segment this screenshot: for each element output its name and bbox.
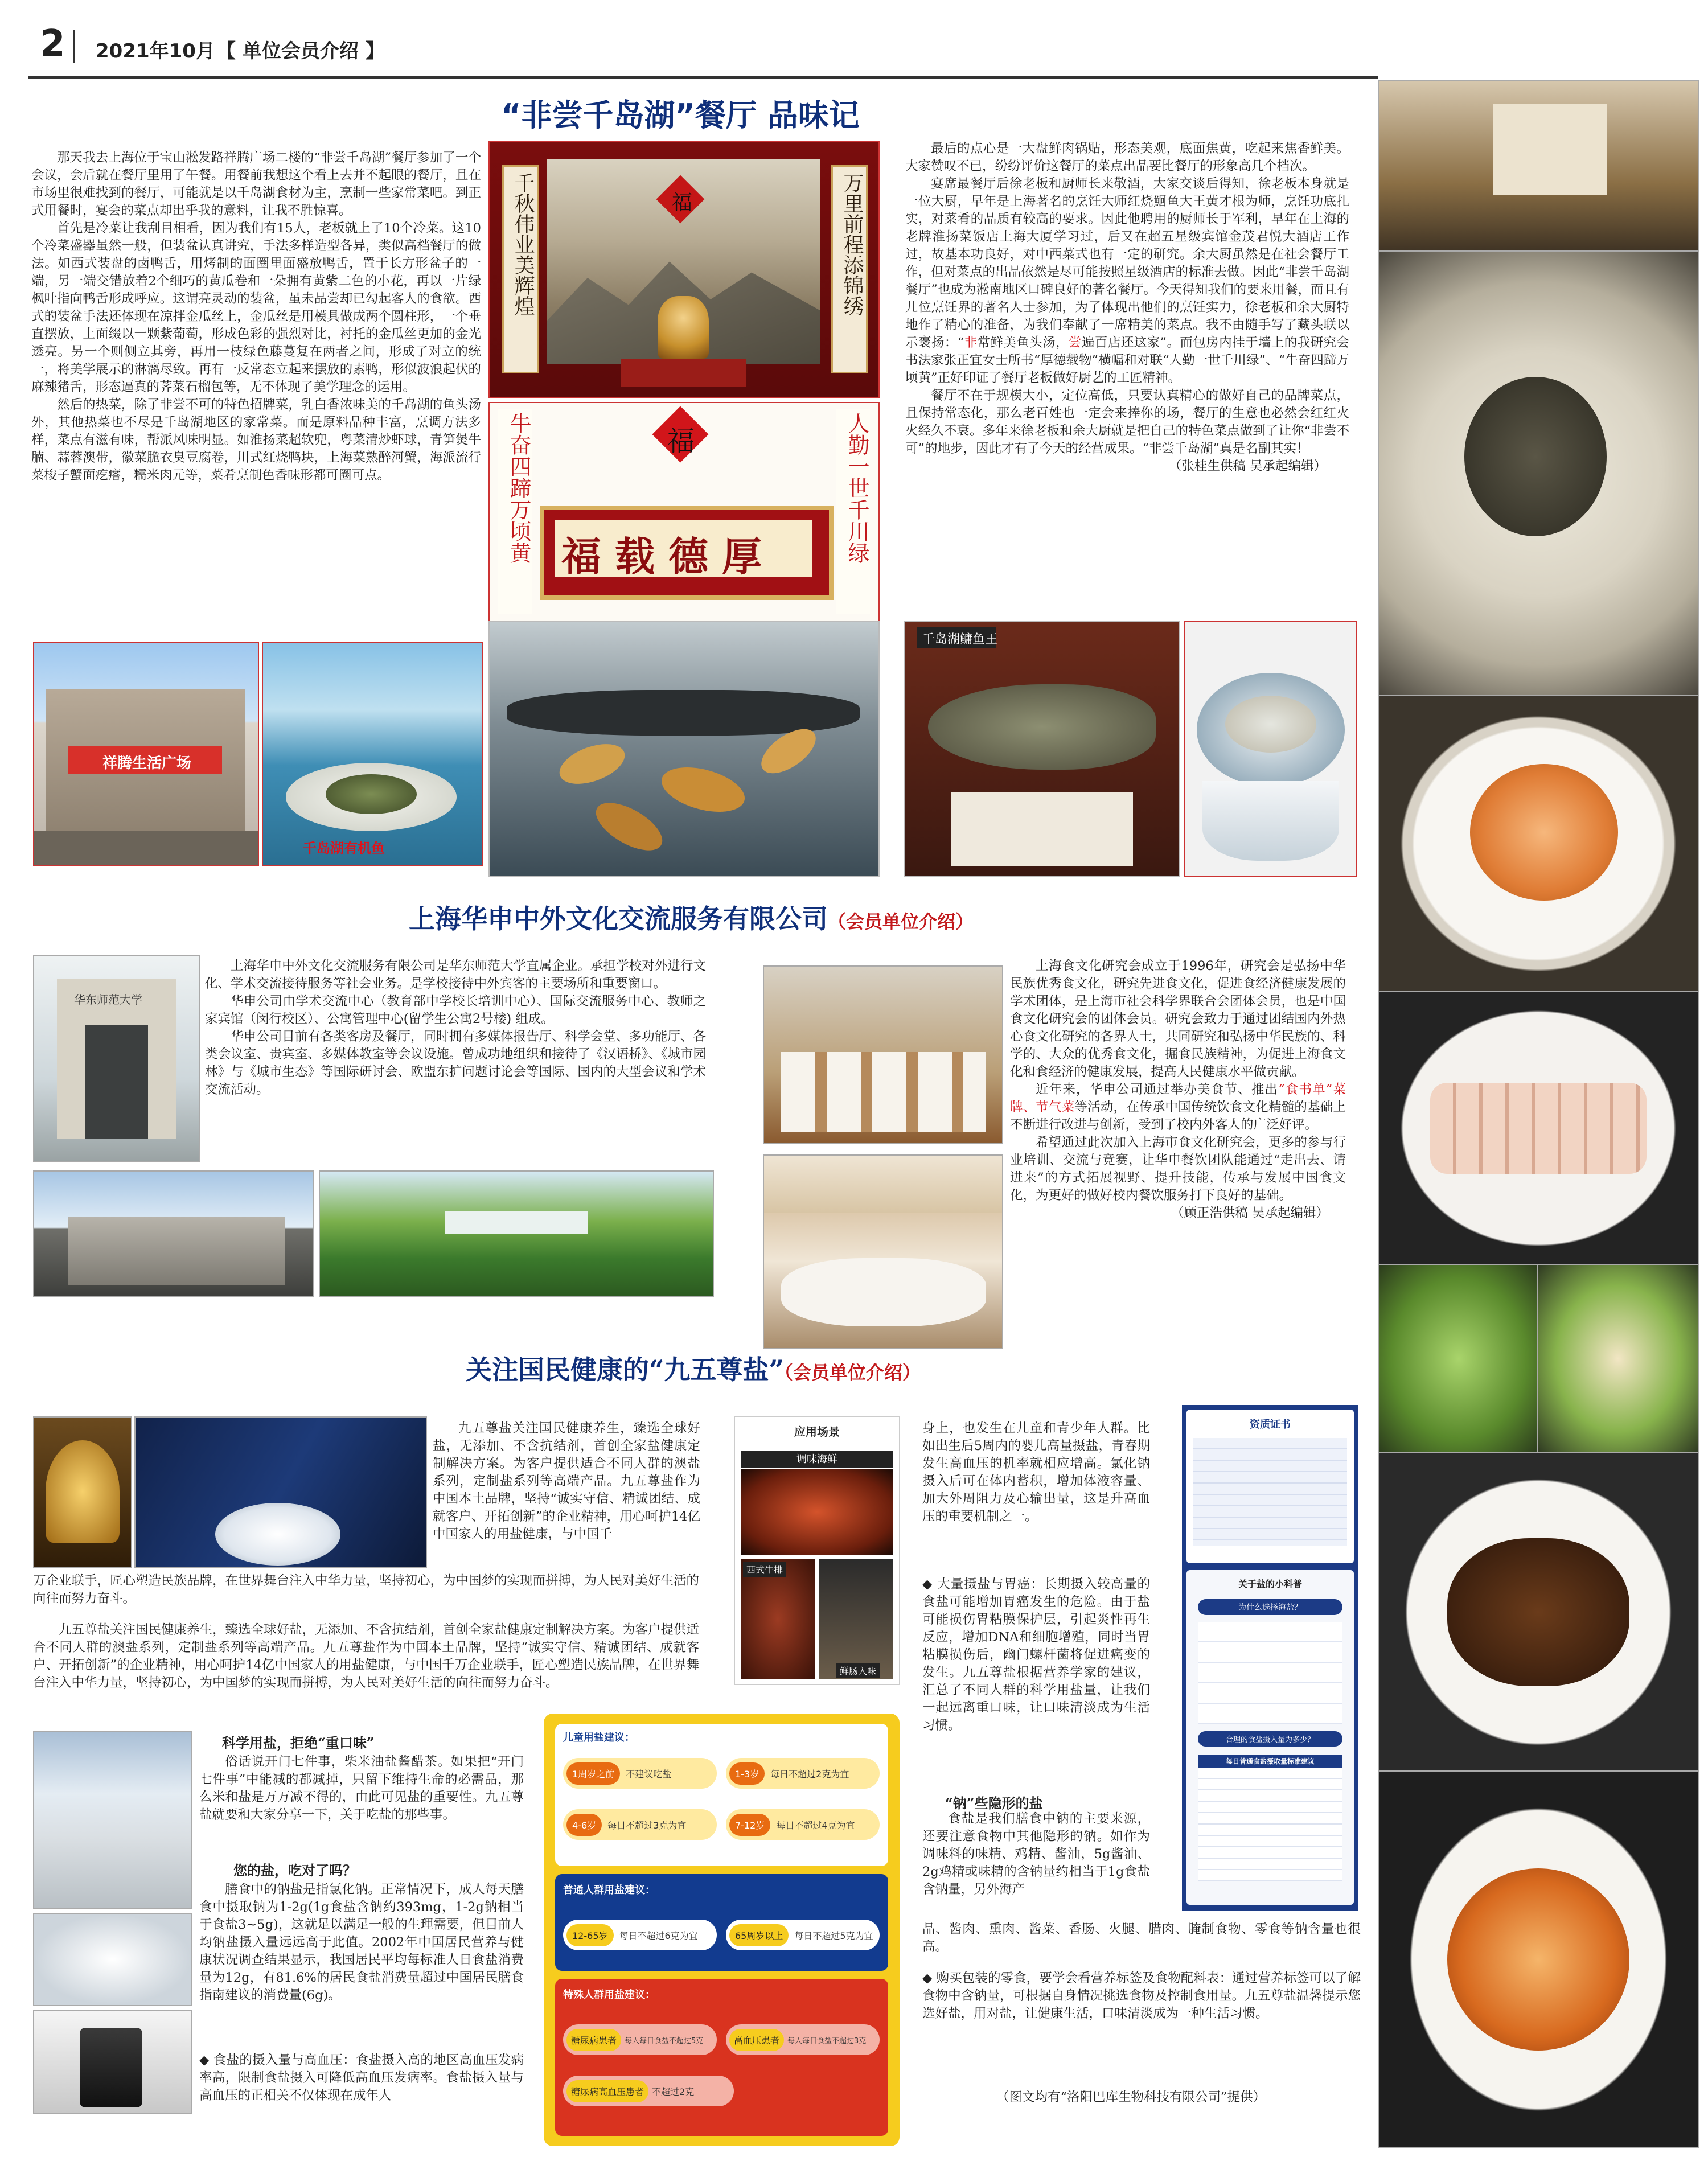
- cert-table-title: 每日普通食盐摄取量标准建议: [1198, 1755, 1342, 1768]
- fish-soup-photo: [1378, 250, 1699, 697]
- couplet2-right: 人勤一世千川绿: [836, 409, 870, 614]
- paragraph: 那天我去上海位于宝山淞发路祥腾广场二楼的“非尝千岛湖”餐厅参加了一个会议，会后就在餐厅里用了午餐。用餐前我想这个看上去并不起眼的餐厅，且在市场里很难找到的餐厅，可能就是以千岛湖食材为主，烹制一些家常菜吧。到正式用餐时，宴会的菜点却出乎我的意料，让我不胜惊喜。: [31, 150, 481, 218]
- sub3-text: 食盐是我们膳食中钠的主要来源，还要注意食物中其他隐形的钠。如作为调味料的味精、鸡精、酱油，5g酱油、2g鸡精或味精的含钠量约相当于1g食盐含钠量，另外海产: [922, 1811, 1150, 1897]
- kids-row-3: 4-6岁 每日不超过3克为宜: [563, 1809, 717, 1840]
- salt-bottle-photo: [33, 2010, 192, 2114]
- eel-photo: [1378, 1452, 1699, 1773]
- paragraph: 华申公司由学术交流中心（教育部中学校长培训中心）、国际交流服务中心、教师之家宾馆（闵行校区）、公寓管理中心(留学生公寓2号楼) 组成。: [205, 994, 706, 1026]
- dining-hall-photo: [763, 965, 1003, 1144]
- shrine-photo: [488, 141, 880, 398]
- sub3-heading: “钠”些隐形的盐: [945, 1795, 1043, 1811]
- article3-credit: （图文均有“洛阳巴库生物科技有限公司”提供）: [996, 2090, 1266, 2105]
- paragraph: 上海食文化研究会成立于1996年，研究会是弘扬中华民族优秀食文化，研究先进食文化，促进食经济健康发展的学术团体，是上海市社会科学界联合会团体会员，也是中国食文化研究会的团体会员。研究会致力于通过团结国内外热心食文化研究的各界人士，共同研究和弘扬中华民族的、科学的、大众的优秀食文化，掘食民族精神，为促进上海食文化和食经济的健康发展，提高人民健康水平做贡献。: [1010, 959, 1346, 1079]
- paragraph: 然后的热菜，除了非尝不可的特色招牌菜，乳白香浓味美的千岛湖的鱼头汤外，其他热菜也不尽是千岛湖地区的家常菜。而是原料品种丰富，烹调方法多样，菜点有滋有味，帮派风味明显。如淮扬菜超软兜，粤菜清炒虾球，青笋煲牛腩、蒜蓉澳带，徽菜脆衣臭豆腐卷，川式红烧鸭块，上海菜熟醉河蟹，海派流行菜梭子蟹面疙瘩，糯米肉元等，菜肴烹制色香味形都可圈可点。: [31, 397, 481, 483]
- fu-char-2: 福: [667, 425, 695, 457]
- header-rule: [28, 76, 1378, 79]
- article3-tag: （会员单位介绍）: [783, 1362, 921, 1383]
- article3-col3-top: 身上，也发生在儿童和青少年人群。比如出生后5周内的婴儿高量摄盐，青春期发生高血压的机率就相应增高。氯化钠摄入后可在体内蓄积，增加体液容量、加大外周阻力及心输出量，这是升高血压的重要机制之一。: [922, 1421, 1150, 1524]
- app-tag-sausage: 鲜肠入味: [836, 1663, 880, 1678]
- special-row-1: 糖尿病患者 每人每日食盐不超过5克: [563, 2024, 717, 2055]
- salt-crystal-photo: [33, 1913, 192, 2006]
- paragraph: 上海华申中外文化交流服务有限公司是华东师范大学直属企业。承担学校对外进行文化、学术交流接待服务等社会业务。是学校接待中外宾客的主要场所和重要窗口。: [205, 959, 706, 991]
- cert-title: 资质证书: [1250, 1419, 1291, 1431]
- app-tag-seafood: 调味海鲜: [741, 1451, 893, 1468]
- soup-pot-photo: [1184, 621, 1357, 877]
- app-title: 应用场景: [794, 1425, 840, 1439]
- article1-col1: [31, 149, 481, 484]
- cert-salt-tips: 关于盐的小科普: [1238, 1579, 1302, 1589]
- adult-title: 普通人群用盐建议：: [563, 1884, 655, 1896]
- red-char-chang: 尝: [1069, 335, 1082, 350]
- paragraph: 最后的点心是一大盘鲜肉锅贴，形态美观，底面焦黄，吃起来焦香鲜美。大家赞叹不已，纷纷评价这餐厅的菜点出品要比餐厅的形象高几个档次。: [905, 141, 1349, 174]
- article3-title: 关注国民健康的“九五尊盐”（会员单位介绍）: [466, 1354, 921, 1385]
- fish-specimen-photo: [904, 621, 1180, 877]
- paragraph: 餐厅不在于规模大小，定位高低，只要认真精心的做好自己的品牌菜点，且保持常态化，那么老百姓也一定会来捧你的场，餐厅的生意也必然会红红火火经久不衰。多年来徐老板和余大厨就是把自己的特色菜点做到了让你“非尝不可”的地步，因此才有了今天的经营成果。“非尝千岛湖”真是名副其实！: [905, 388, 1349, 456]
- cert-q2: 合理的食盐摄入量为多少？: [1198, 1731, 1342, 1747]
- bullet3: ◆ 购买包装的零食，要学会看营养标签及食物配料表：通过营养标签可以了解食物中含钠量，可根据自身情况挑选食物及控制食用量。九五尊盐温馨提示您选好盐，用对盐，让健康生活，口味清淡成为一种生活习惯。: [922, 1971, 1361, 2021]
- article1-title: “非尝千岛湖”餐厅 品味记: [501, 97, 860, 133]
- adult-row-2: 65周岁以上 每日不超过5克为宜: [726, 1920, 880, 1950]
- red-phrase: “食书单”菜牌、节气菜: [1010, 1082, 1346, 1115]
- article1-byline: （张桂生供稿 吴承起编辑）: [1168, 459, 1327, 474]
- scallop-photo: [1537, 1264, 1699, 1454]
- fish-sign: 千岛湖鳙鱼王: [922, 632, 998, 647]
- couplet2-left: 牛奋四蹄万顷黄: [498, 409, 532, 614]
- article3-para2: 九五尊盐关注国民健康养生，臻选全球好盐，无添加、不含抗结剂，首创全家盐健康定制解决方案。为客户提供适合不同人群的澳盐系列，定制盐系列等高端产品。九五尊盐作为中国本土品牌，坚持“诚实守信、精诚团结、成就客户、开拓创新”的企业精神，用心呵护14亿中国家人的用盐健康，与中国千万企业联手，匠心塑造民族品牌，在世界舞台注入中华力量，坚持初心，为中国梦的实现而拼搏，为人民对美好生活的向往而努力奋斗。: [33, 1622, 700, 1690]
- salt-intake-infographic: [544, 1714, 900, 2146]
- article3-bottom-para: 品、酱肉、熏肉、酱菜、香肠、火腿、腊肉、腌制食物、零食等钠含量也很高。: [922, 1922, 1361, 1954]
- storefront-photo: [1378, 80, 1699, 253]
- app-tag-steak: 西式牛排: [743, 1562, 786, 1577]
- salt-flat-photo: [33, 1731, 192, 1909]
- paragraph: 近年来，华申公司通过举办美食节、推出“食书单”菜牌、节气菜等活动，在传承中国传统饮食文化精髓的基础上不断进行改进与创新，受到了校内外客人的广泛好评。: [1010, 1082, 1346, 1132]
- gate-sign: 华东师范大学: [74, 993, 142, 1006]
- fish-jump-photo: [488, 621, 880, 877]
- sliced-meat-photo: [1378, 991, 1699, 1266]
- plaque-photo: [488, 402, 880, 623]
- app-scenes-panel: [734, 1416, 900, 1685]
- article3-intro-full: 万企业联手，匠心塑造民族品牌，在世界舞台注入中华力量，坚持初心，为中国梦的实现而拼搏，为人民对美好生活的向往而努力奋斗。: [33, 1573, 700, 1606]
- fu-char: 福: [672, 191, 693, 215]
- garden-photo: [319, 1170, 714, 1297]
- winter-melon-photo: [1378, 1264, 1539, 1454]
- header-section: 【 单位会员介绍 】: [216, 40, 385, 63]
- page-number: 2: [40, 23, 65, 65]
- kids-row-2: 1-3岁 每日不超过2克为宜: [726, 1758, 880, 1789]
- header-divider: [73, 30, 75, 63]
- article3-intro-right: 九五尊盐关注国民健康养生，臻选全球好盐，无添加、不含抗结剂，首创全家盐健康定制解决方案。为客户提供适合不同人群的澳盐系列，定制盐系列等高端产品。九五尊盐作为中国本土品牌，坚持“诚实守信、精诚团结、成就客户、开拓创新”的企业精神，用心呵护14亿中国家人的用盐健康，与中国千: [433, 1421, 700, 1542]
- sub1-heading: 科学用盐，拒绝“重口味”: [222, 1735, 375, 1751]
- article2-byline: （顾正浩供稿 吴承起编辑）: [1171, 1206, 1329, 1221]
- plaque: [540, 506, 834, 600]
- building-photo: [33, 1170, 314, 1297]
- couplet-left: 千秋伟业美辉煌: [502, 165, 539, 373]
- sub2-text: 膳食中的钠盐是指氯化钠。正常情况下，成人每天膳食中摄取钠为1-2g(1g食盐含钠约393mg，1-2g钠相当于食盐3~5g)，这就足以满足一般的生理需要，但目前人均钠盐摄入量远远高于此值。2002年中国居民营养与健康状况调查结果显示，我国居民平均每标准人日食盐消费量为12g，有81.6%的居民食盐消费量超过中国居民膳食指南建议的消费量(6g)。: [199, 1882, 524, 2003]
- article2-right-text: [1010, 958, 1346, 1222]
- campus-gate-photo: [33, 955, 200, 1162]
- adult-row-1: 12-65岁 每日不超过6克为宜: [563, 1920, 717, 1950]
- paragraph: 希望通过此次加入上海市食文化研究会，更多的参与行业培训、交流与竞赛，让华申餐饮团队能通过“走出去、请进来”的方式拓展视野、提升技能，传承与发展中国食文化，为更好的做好校内餐饮服务打下良好的基础。: [1010, 1135, 1346, 1203]
- fish-dish-caption: 千岛湖有机鱼: [303, 840, 385, 856]
- special-row-3: 糖尿病高血压患者 不超过2克: [563, 2076, 734, 2106]
- sub1-text: 俗话说开门七件事，柴米油盐酱醋茶。如果把“开门七件事”中能减的都减掉，只留下维持生命的必需品，那么米和盐是万万减不得的，由此可见盐的重要性。九五尊盐就要和大家分享一下，关于吃盐的那些事。: [199, 1755, 524, 1822]
- special-row-2: 高血压患者 每人每日食盐不超过3克: [726, 2024, 880, 2055]
- article2-title: 上海华申中外文化交流服务有限公司（会员单位介绍）: [409, 903, 974, 934]
- award-photo: [33, 1416, 132, 1568]
- salt-jar-photo: [134, 1416, 427, 1568]
- kids-row-4: 7-12岁 每日不超过4克为宜: [726, 1809, 880, 1840]
- statue: [658, 296, 709, 359]
- sub2-heading: 您的盐，吃对了吗？: [233, 1862, 356, 1879]
- bullet1: ◆ 食盐的摄入量与高血压：食盐摄入高的地区高血压发病率高，限制食盐摄入可降低高血压发病率。食盐摄入量与高血压的正相关不仅体现在成年人: [199, 2053, 524, 2103]
- paragraph: 宴席最餐厅后徐老板和厨师长来敬酒，大家交谈后得知，徐老板本身就是一位大厨，早年是上海著名的烹饪大师红烧鮰鱼大王黄才根为师，烹饪功底扎实，对菜肴的品质有较高的要求。因此他聘用的厨师长于军利，早年在上海的老牌淮扬菜饭店上海大厦学习过，后又在超五星级宾馆金茂君悦大酒店工作过，故基本功良好，对中西菜式也有一定的研究。余大厨虽然是在社会餐厅工作，但对菜点的出品依然是尽可能按照星级酒店的标准去做。因此“非尝千岛湖餐厅”也成为淞南地区口碑良好的著名餐厅。今天得知我们的要来用餐，而且有儿位烹饪界的著名人士参加，为了体现出他们的烹饪实力，徐老板和余大厨特地作了精心的准备，为我们奉献了一席精美的菜点。我不由随手写了藏头联以示褒扬：“非常鲜美鱼头汤，尝遍百店还这家”。而包房内挂于墙上的我研究会书法家张正宜女士所书“厚德载物”横幅和对联“人勤一世千川绿”、“牛奋四蹄万顷黄”正好印证了餐厅老板做好厨艺的工匠精神。: [905, 176, 1349, 385]
- plaque-text: 福载德厚: [561, 533, 775, 580]
- bullet2: ◆ 大量摄盐与胃癌：长期摄入较高量的食盐可能增加胃癌发生的危险。由于盐可能损伤胃粘膜保护层，引起炎性再生反应，增加DNA和细胞增殖，同时当胃粘膜损伤后，幽门螺杆菌将促进癌变的发生。九五尊盐根据营养学家的建议，汇总了不同人群的科学用盐量，让我们一起远离重口味，让口味清淡成为生活习惯。: [922, 1577, 1150, 1733]
- header-date: 2021年10月: [96, 40, 215, 63]
- article2-left-text: [205, 958, 706, 1099]
- paragraph: 华申公司目前有各类客房及餐厅，同时拥有多媒体报告厅、科学会堂、多功能厅、各类会议室、贵宾室、多媒体教室等会议设施。曾成功地组织和接待了《汉语桥》、《城市园林》与《城市生态》等国际研讨会、欧盟东扩问题讨论会等国际、国内的大型会议和学术交流活动。: [205, 1029, 706, 1097]
- jelly-dish-photo: [1378, 1770, 1699, 2148]
- banquet-photo: [763, 1154, 1003, 1349]
- red-char-fei: 非: [964, 335, 978, 350]
- paragraph: 首先是冷菜让我刮目相看，因为我们有15人，老板就上了10个冷菜。这10个冷菜盛器虽然一般，但装盆认真讲究，手法多样造型各异，类似高档餐厅的做法。如西式装盘的卤鸭舌，用烤制的面圈里面盛放鸭舌，置于长方形盆子的一端，另一端交错放着2个细巧的黄瓜卷和一朵拥有黄紫二色的小花，再以一片绿枫叶指向鸭舌形成呼应。这谓亮灵动的装盆，虽未品尝却已勾起客人的食欲。西式的装盆手法还体现在凉拌金瓜丝上，金瓜丝是用模具做成两个圆柱形，一个垂直摆放，上面缀以一颗紫葡萄，形成色彩的强烈对比，衬托的金瓜丝更加的金光透亮。另一个则侧立其旁，再用一枝绿色藤蔓复在两者之间，形成了对立的统一，将美学展示的淋漓尽致。再有一反常态立起来摆放的素鸭，形似波浪起伏的麻辣猪舌，形态逼真的荠菜石榴包等，无不体现了美学理念的运用。: [31, 221, 481, 395]
- shrimp-photo: [1378, 695, 1699, 993]
- kids-title: 儿童用盐建议：: [563, 1732, 635, 1744]
- kids-row-1: 1周岁之前 不建议吃盐: [563, 1758, 717, 1789]
- couplet-right: 万里前程添锦绣: [831, 165, 868, 373]
- article2-tag: （会员单位介绍）: [828, 911, 974, 932]
- special-title: 特殊人群用盐建议：: [563, 1989, 655, 2001]
- square-sign: 祥腾生活广场: [102, 755, 192, 772]
- square-photo: [33, 642, 259, 866]
- fish-dish-photo: [262, 642, 483, 866]
- cert-infographic: [1182, 1405, 1358, 1911]
- article1-col2: [905, 140, 1349, 475]
- cert-q1: 为什么选择海盐？: [1198, 1599, 1342, 1615]
